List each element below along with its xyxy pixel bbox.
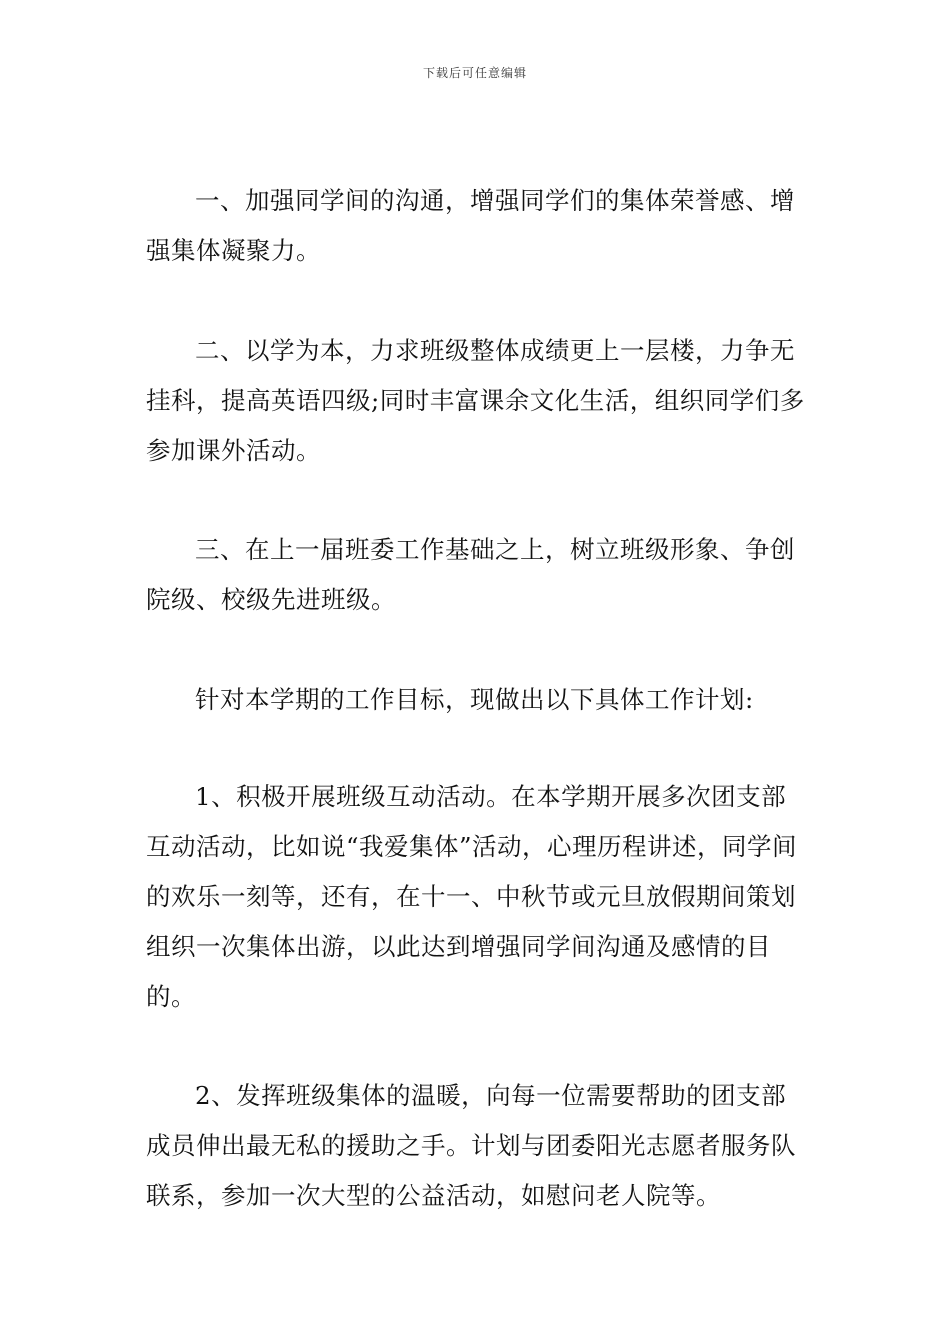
paragraph-plan-1: 1、积极开展班级互动活动。在本学期开展多次团支部互动活动，比如说“我爱集体”活动，心理历程讲述，同学间的欢乐一刻等，还有，在十一、中秋节或元旦放假期间策划组织一次集体出游，以此达到增强同学间沟通及感情的目的。 xyxy=(146,782,798,1011)
paragraph-goal-3: 三、在上一届班委工作基础之上，树立班级形象、争创院级、校级先进班级。 xyxy=(146,535,795,614)
paragraph-goal-1: 一、加强同学间的沟通，增强同学们的集体荣誉感、增强集体凝聚力。 xyxy=(146,186,795,265)
paragraph-plan-2: 2、发挥班级集体的温暖，向每一位需要帮助的团支部成员伸出最无私的援助之手。计划与团委阳光志愿者服务队联系，参加一次大型的公益活动，如慰问老人院等。 xyxy=(146,1081,796,1210)
paragraph-goal-2: 二、以学为本，力求班级整体成绩更上一层楼，力争无挂科，提高英语四级;同时丰富课余文化生活，组织同学们多参加课外活动。 xyxy=(146,336,805,465)
header-note: 下载后可任意编辑 xyxy=(422,66,527,80)
paragraph-plan-intro: 针对本学期的工作目标，现做出以下具体工作计划: xyxy=(195,685,754,714)
